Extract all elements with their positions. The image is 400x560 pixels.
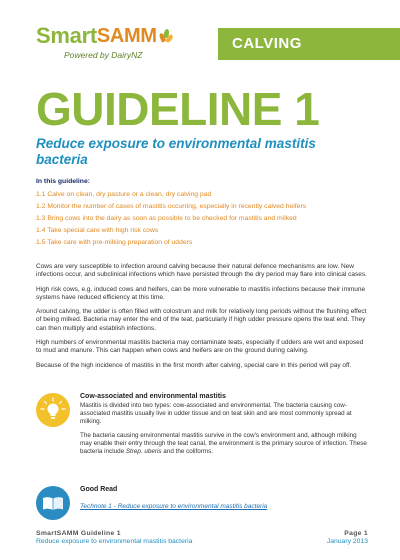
- contents-item: 1.3 Bring cows into the dairy as soon as possible to be checked for mastitis and milked: [36, 215, 297, 222]
- contents-item: 1.5 Take care with pre-milking preparation of udders: [36, 239, 193, 246]
- section-tab-calving: CALVING: [218, 28, 400, 60]
- body-paragraph: High risk cows, e.g. induced cows and heifers, can be more vulnerable to mastitis infections because their immune systems have reduced efficiency at this time.: [36, 285, 366, 301]
- guideline-contents: [36, 178, 366, 250]
- body-paragraph: Cows are very susceptible to infection around calving because their natural defence mechanisms are low. New infections occur, and subclinical infections which have persisted through the dry period may flare into clinical cases.: [36, 263, 367, 279]
- page-title: GUIDELINE 1: [36, 83, 320, 135]
- book-icon: [36, 486, 70, 520]
- body-paragraph: High numbers of environmental mastitis bacteria may contaminate teats, especially if udders are wet and exposed to mud and manure. This can happen when cows and heifers are on the ground during calving.: [36, 339, 364, 355]
- logo-samm-text: SAMM: [96, 25, 157, 47]
- logo-smart-text: Smart: [36, 23, 97, 48]
- leaves-icon: [160, 27, 172, 45]
- callout-paragraph: Mastitis is divided into two types: cow-associated and environmental. The bacteria causing cow-associated mastitis usually live in udder tissue and on teat skin and are most commonly spread at milking.: [80, 402, 352, 425]
- contents-heading: In this guideline:: [36, 178, 90, 185]
- powered-by-text: Powered by DairyNZ: [64, 50, 143, 60]
- footer-subtitle: Reduce exposure to environmental mastitis bacteria: [36, 538, 193, 545]
- body-paragraph: Around calving, the udder is often filled with colostrum and milk for relatively long periods without the flushing effect of being milked. Bacteria may enter the end of the teat, particularly if high udder pressure opens the teat end. They can then multiply and establish infections.: [36, 308, 367, 332]
- callout-paragraph: The bacteria causing environmental mastitis survive in the cow's environment and, although milking may enable their entry through the teat canal, the environment is the primary source of infection. These bacteria include Strep. uberis and the coliforms.: [80, 432, 367, 455]
- page-header: [0, 0, 400, 80]
- page-subtitle: Reduce exposure to environmental mastitis bacteria: [36, 136, 316, 167]
- contents-item: 1.2 Monitor the number of cases of mastitis occurring, especially in recently calved heifers: [36, 203, 307, 210]
- body-text: [36, 263, 368, 376]
- body-paragraph: Because of the high incidence of mastitis in the first month after calving, special care in this period will pay off.: [36, 361, 352, 369]
- smartsamm-logo: [36, 24, 172, 60]
- technote-link[interactable]: Technote 1 - Reduce exposure to environmental mastitis bacteria: [80, 503, 268, 510]
- contents-item: 1.4 Take special care with high risk cows: [36, 227, 159, 234]
- page-number: Page 1: [344, 530, 368, 537]
- lightbulb-icon: [36, 393, 70, 427]
- callout-title: Cow-associated and environmental mastitis: [80, 393, 226, 400]
- footer-title: SmartSAMM Guideline 1: [36, 530, 121, 537]
- footer-date: January 2013: [326, 538, 368, 545]
- contents-item: 1.1 Calve on clean, dry pasture or a clean, dry calving pad: [36, 191, 212, 198]
- callout-title: Good Read: [80, 486, 118, 493]
